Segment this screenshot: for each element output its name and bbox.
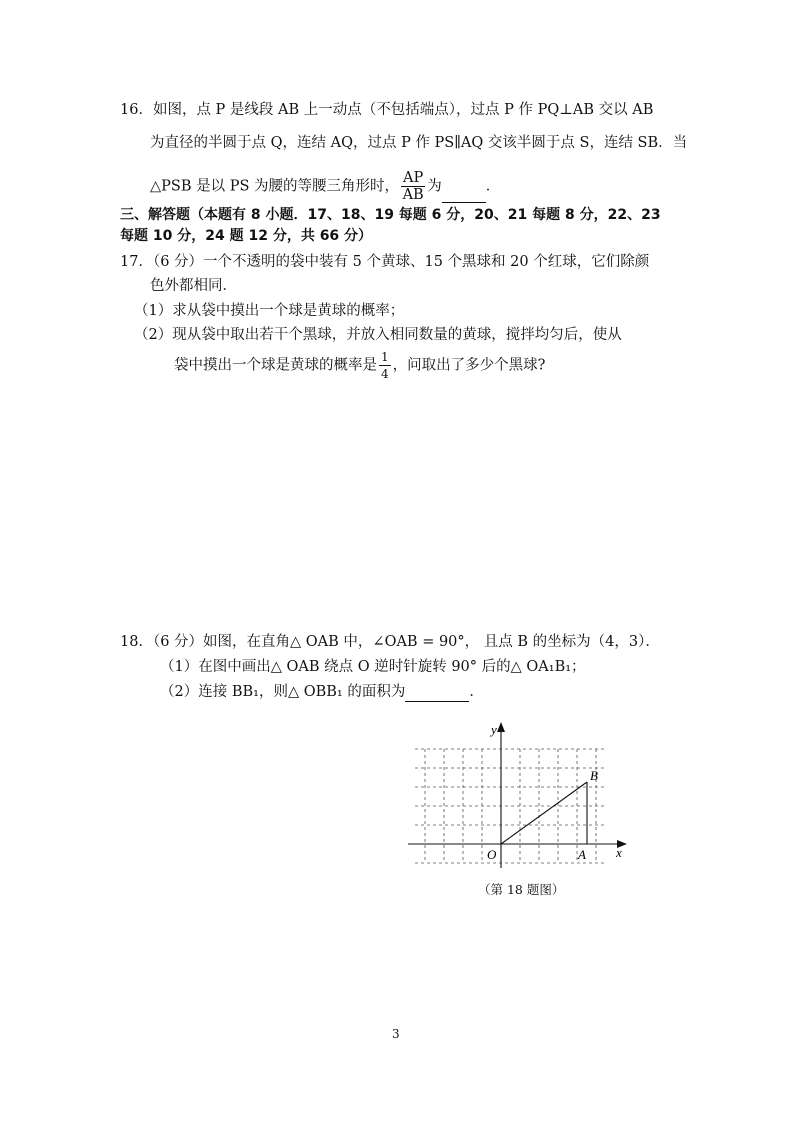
q16-line-3 xyxy=(150,170,500,203)
q17-line-1: 17．（6 分）一个不透明的袋中装有 5 个黄球、15 个黑球和 20 个红球，它们除颜 xyxy=(120,254,650,270)
q17-part-2-cont xyxy=(174,349,545,382)
q16-line-3-text: △PSB 是以 PS 为腰的等腰三角形时， xyxy=(150,178,400,195)
q17-fraction-numerator: 1 xyxy=(381,350,389,364)
q17-part-2-text: 袋中摸出一个球是黄球的概率是 xyxy=(174,357,377,374)
q16-fraction-numerator: AP xyxy=(403,170,424,186)
grid-lines xyxy=(415,749,605,863)
q16-answer-blank[interactable] xyxy=(442,188,486,203)
q16-line-3-end: ． xyxy=(485,178,501,195)
point-B-label: B xyxy=(590,768,598,783)
segment-OB xyxy=(501,782,587,844)
q17-part-2: （2）现从袋中取出若干个黑球，并放入相同数量的黄球，搅拌均匀后，使从 xyxy=(134,327,622,343)
q16-fraction-denominator: AB xyxy=(402,187,424,203)
q17-fraction xyxy=(379,349,391,382)
q16-line-3-for: 为 xyxy=(427,178,442,195)
q18-line-1: 18．（6 分）如图，在直角△ OAB 中，∠OAB = 90°， 且点 B 的坐标为（4，3）． xyxy=(120,634,660,650)
q16-line-2: 为直径的半圆于点 Q，连结 AQ，过点 P 作 PS∥AQ 交该半圆于点 S，连结 SB．当 xyxy=(150,135,688,151)
section-3-heading-line-2: 每题 10 分，24 题 12 分，共 66 分） xyxy=(120,228,373,244)
q18-part-2-text: （2）连接 BB₁，则△ OBB₁ 的面积为 xyxy=(160,684,406,700)
q18-part-2-end: ． xyxy=(469,684,484,700)
q17-fraction-denominator: 4 xyxy=(381,367,389,381)
q17-part-1: （1）求从袋中摸出一个球是黄球的概率； xyxy=(134,303,405,319)
q17-part-2-question: ，问取出了多少个黑球? xyxy=(392,357,546,374)
q17-line-2: 色外都相同． xyxy=(150,278,237,294)
q18-answer-blank[interactable] xyxy=(405,687,469,702)
figure-caption: （第 18 题图） xyxy=(478,882,565,897)
y-axis-arrow-icon xyxy=(497,722,505,732)
x-axis-label: x xyxy=(616,845,622,860)
point-O-label: O xyxy=(487,847,497,862)
q18-part-1: （1）在图中画出△ OAB 绕点 O 逆时针旋转 90° 后的△ OA₁B₁； xyxy=(160,659,586,675)
page-number: 3 xyxy=(392,1027,400,1041)
q16-line-1: 16．如图，点 P 是线段 AB 上一动点（不包括端点），过点 P 作 PQ⊥AB 交以 AB xyxy=(120,102,654,118)
section-3-heading-line-1: 三、解答题（本题有 8 小题．17、18、19 每题 6 分，20、21 每题 8 分，22、23 xyxy=(120,207,661,223)
y-axis-label: y xyxy=(491,722,497,737)
q16-fraction xyxy=(401,170,425,203)
q18-coordinate-grid-figure xyxy=(405,716,635,868)
q18-part-2 xyxy=(160,682,484,702)
point-A-label: A xyxy=(578,847,586,862)
